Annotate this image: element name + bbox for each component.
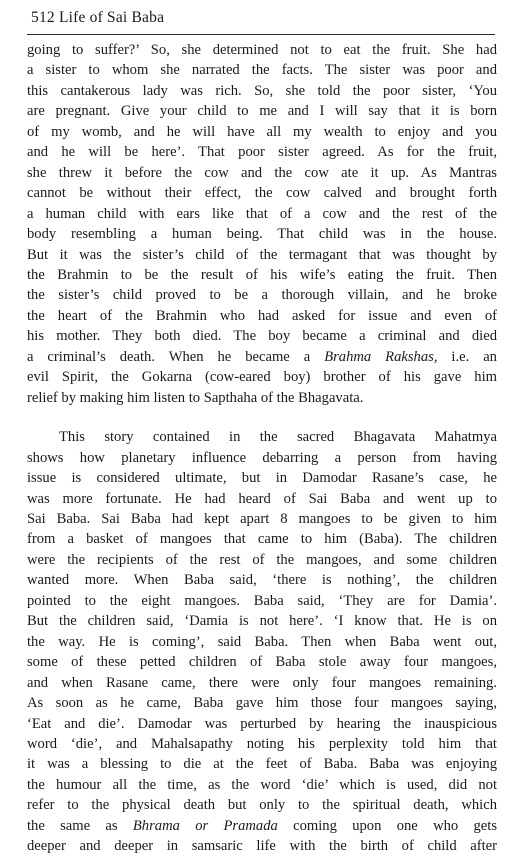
text-segment: As soon as he came, Baba gave him those four mangoes saying,: [27, 695, 497, 712]
text-line: [27, 347, 497, 367]
text-segment: going to suffer?’ So, she determined not to eat the fruit. She had: [27, 42, 497, 58]
text-segment: shows how planetary influence debarring a person from having: [27, 449, 497, 466]
text-segment: But the children said, ‘Damia is not here’. ‘I know that. He is on: [27, 613, 497, 630]
text-segment: the heart of the Brahmin who had asked for issue and even of: [27, 307, 497, 324]
text-segment: the way. He is coming’, said Baba. Then when Baba went out,: [27, 633, 497, 650]
text-line: [27, 652, 497, 672]
text-segment: and he will be here’. That poor sister agreed. As for the fruit,: [27, 144, 497, 161]
text-segment: she threw it before the cow and the cow ate it up. As Mantras: [27, 164, 497, 181]
text-line: [27, 204, 497, 224]
text-segment: relief by making him listen to Sapthaha of the Bhagavata.: [27, 389, 364, 406]
italic-term: Brahma Rakshas: [324, 348, 434, 365]
text-segment: evil Spirit, the Gokarna (cow-eared boy) brother of his gave him: [27, 369, 497, 386]
text-line: [27, 570, 497, 590]
text-segment: refer to the physical death but only to the spiritual death, which: [27, 797, 497, 814]
text-segment: was more fortunate. He had heard of Sai Baba and went up to: [27, 490, 497, 507]
text-line: [27, 816, 497, 836]
text-line: [27, 326, 497, 346]
text-segment: some of these petted children of Baba stole away four mangoes,: [27, 654, 497, 671]
text-line: [27, 367, 497, 387]
text-line: [27, 795, 497, 815]
text-line: [27, 40, 497, 60]
text-line: [27, 163, 497, 183]
text-line: [27, 101, 497, 121]
text-line: [27, 60, 497, 80]
italic-term: Bhrama or Pramada: [132, 817, 278, 834]
text-segment: word ‘die’, and Mahalsapathy noting his perplexity told him that: [27, 735, 497, 752]
text-segment: coming upon one who gets: [277, 817, 498, 834]
text-segment: cannot be without their effect, the cow calved and brought forth: [27, 185, 497, 202]
text-line: [27, 775, 497, 795]
text-segment: it was a blessing to die at the feet of Baba. Baba was enjoying: [27, 756, 497, 773]
text-line: [27, 142, 497, 162]
text-line: [27, 734, 497, 754]
text-line: [27, 714, 497, 734]
text-line: [27, 427, 497, 447]
text-line: [27, 285, 497, 305]
paragraph: [27, 40, 497, 408]
text-line: [27, 224, 497, 244]
text-segment: a human child with ears like that of a cow and the rest of the: [27, 205, 497, 222]
text-segment: the sister’s child proved to be a thorough villain, and he broke: [27, 287, 497, 304]
text-segment: from a basket of mangoes that came to him (Baba). The children: [27, 531, 497, 548]
text-line: [27, 245, 497, 265]
body-text: [27, 40, 497, 857]
text-segment: his mother. They both died. The boy became a criminal and died: [27, 328, 497, 345]
text-line: [27, 529, 497, 549]
text-line: [27, 673, 497, 693]
text-segment: body resembling a human being. That child was in the house.: [27, 226, 497, 243]
paragraph: [27, 427, 497, 857]
text-segment: pointed to the eight mangoes. Baba said, ‘They are for Damia’.: [27, 592, 497, 609]
text-segment: a sister to whom she narrated the facts. The sister was poor and: [27, 62, 497, 79]
text-line: [27, 388, 497, 408]
text-segment: ‘Eat and die’. Damodar was perturbed by hearing the inauspicious: [27, 715, 497, 732]
text-segment: the same as: [27, 817, 133, 834]
text-segment: , i.e. an: [433, 348, 497, 365]
text-line: [27, 306, 497, 326]
text-line: [27, 489, 497, 509]
text-segment: the Brahmin to be the result of his wife’s eating the fruit. Then: [27, 266, 497, 283]
text-line: [27, 836, 497, 856]
text-line: [27, 122, 497, 142]
text-segment: a criminal’s death. When he became a: [27, 348, 325, 365]
text-line: [27, 265, 497, 285]
text-line: [27, 468, 497, 488]
text-line: [27, 754, 497, 774]
text-segment: deeper and deeper in samsaric life with the birth of child after: [27, 838, 497, 855]
text-line: [27, 591, 497, 611]
text-segment: of my womb, and he will have all my wealth to enjoy and you: [27, 123, 497, 140]
page-number: 512: [31, 9, 55, 26]
text-segment: wanted more. When Baba said, ‘there is nothing’, the children: [27, 572, 497, 589]
text-segment: were the recipients of the rest of the mangoes, and some children: [27, 551, 497, 568]
text-segment: This story contained in the sacred Bhagavata Mahatmya: [59, 429, 497, 446]
text-line: [27, 509, 497, 529]
text-segment: the humour all the time, as the word ‘die’ which is used, did not: [27, 776, 497, 793]
running-header: [31, 9, 164, 27]
text-line: [27, 448, 497, 468]
text-line: [27, 632, 497, 652]
text-line: [27, 183, 497, 203]
text-line: [27, 693, 497, 713]
text-segment: and when Rasane came, there were only four mangoes remaining.: [27, 674, 497, 691]
text-line: [27, 550, 497, 570]
text-segment: issue is considered ultimate, but in Damodar Rasane’s case, he: [27, 470, 497, 487]
text-line: [27, 81, 497, 101]
text-segment: But it was the sister’s child of the termagant that was thought by: [27, 246, 497, 263]
running-title: Life of Sai Baba: [58, 9, 165, 26]
text-line: [27, 611, 497, 631]
header-rule: [27, 34, 495, 35]
text-segment: this cantakerous lady was rich. So, she told the poor sister, ‘You: [27, 82, 497, 99]
text-segment: are pregnant. Give your child to me and I will say that it is born: [27, 103, 497, 120]
text-segment: Sai Baba. Sai Baba had kept apart 8 mangoes to be given to him: [27, 510, 497, 527]
